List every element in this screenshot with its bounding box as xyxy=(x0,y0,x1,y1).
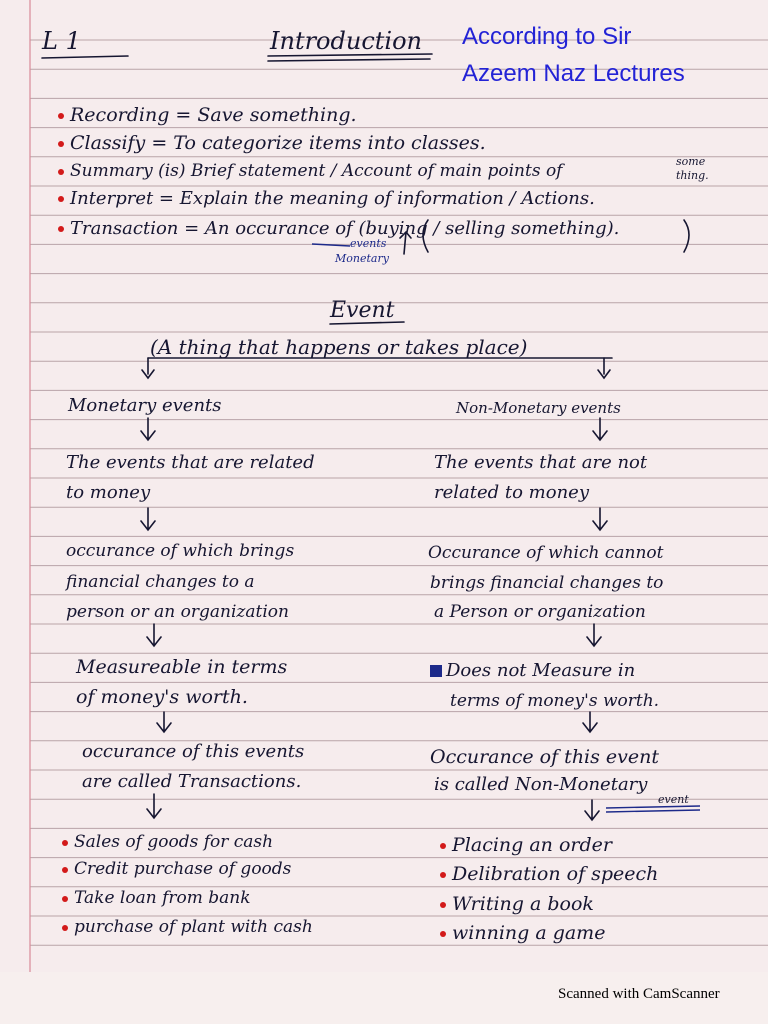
scanner-watermark: Scanned with CamScanner xyxy=(558,986,720,1002)
definition-classify: Classify = To categorize items into classes. xyxy=(58,132,486,154)
page-title: Introduction xyxy=(270,27,422,55)
non-monetary-line: Does not Measure in xyxy=(430,660,635,682)
non-monetary-example: Delibration of speech xyxy=(440,863,658,885)
summary-extra-2: thing. xyxy=(676,169,709,182)
non-monetary-line: Occurance of which cannot xyxy=(428,543,664,563)
credit-line-2: Azeem Naz Lectures xyxy=(462,60,685,87)
non-monetary-example: Writing a book xyxy=(440,893,594,915)
monetary-line: occurance of which brings xyxy=(66,541,295,561)
definition-interpret: Interpret = Explain the meaning of information / Actions. xyxy=(58,188,595,210)
non-monetary-example: winning a game xyxy=(440,922,605,944)
page-number: L 1 xyxy=(42,27,81,55)
monetary-line: financial changes to a xyxy=(66,572,255,592)
non-monetary-line: The events that are not xyxy=(434,452,648,473)
monetary-line: occurance of this events xyxy=(82,741,305,762)
monetary-title: Monetary events xyxy=(68,395,222,416)
non-monetary-line: event xyxy=(658,793,689,806)
non-monetary-line: Occurance of this event xyxy=(430,746,660,768)
transaction-note-events: events xyxy=(350,237,387,250)
monetary-example: Sales of goods for cash xyxy=(62,831,273,853)
non-monetary-line: related to money xyxy=(434,482,589,503)
summary-extra-1: some xyxy=(676,155,706,168)
credit-line-1: According to Sir xyxy=(462,23,632,50)
monetary-example: Take loan from bank xyxy=(62,887,251,909)
event-definition: (A thing that happens or takes place) xyxy=(150,335,528,359)
event-heading: Event xyxy=(330,298,395,323)
monetary-line: to money xyxy=(66,482,151,503)
definition-summary: Summary (is) Brief statement / Account of main points of xyxy=(58,160,562,182)
definition-transaction: Transaction = An occurance of (buying / selling something). xyxy=(58,218,619,240)
non-monetary-line: terms of money's worth. xyxy=(450,691,660,711)
monetary-line: of money's worth. xyxy=(76,686,248,708)
monetary-line: person or an organization xyxy=(66,602,289,622)
non-monetary-line: brings financial changes to xyxy=(430,573,664,593)
transaction-note-monetary: Monetary xyxy=(335,252,389,265)
monetary-line: are called Transactions. xyxy=(82,771,302,792)
non-monetary-line: is called Non-Monetary xyxy=(434,774,648,795)
monetary-example: Credit purchase of goods xyxy=(62,858,291,880)
monetary-line: The events that are related xyxy=(66,452,315,473)
non-monetary-example: Placing an order xyxy=(440,834,612,856)
monetary-line: Measureable in terms xyxy=(76,656,288,678)
non-monetary-line: a Person or organization xyxy=(434,602,646,622)
non-monetary-title: Non-Monetary events xyxy=(456,399,621,417)
definition-recording: Recording = Save something. xyxy=(58,104,357,126)
monetary-example: purchase of plant with cash xyxy=(62,916,313,938)
